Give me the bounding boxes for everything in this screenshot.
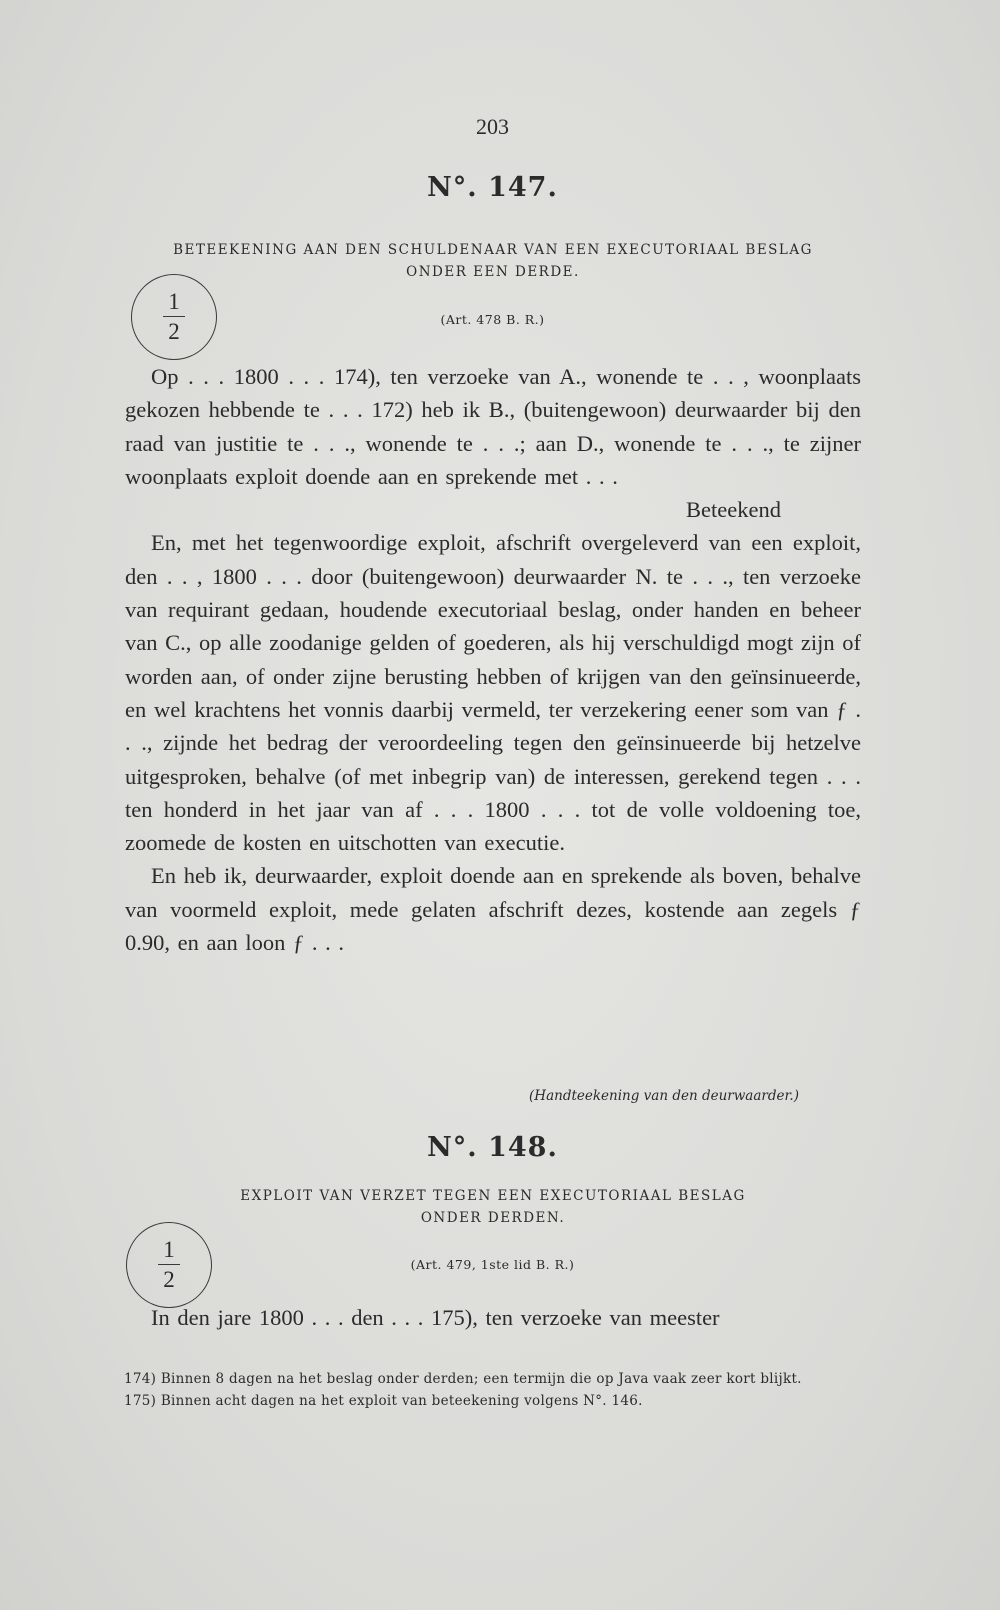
footnotes: [124, 1368, 861, 1412]
section-147-article: (Art. 478 B. R.): [440, 312, 545, 327]
signature-line: (Handteekening van den deurwaarder.): [529, 1088, 799, 1104]
stamp-denominator: 2: [168, 319, 180, 344]
stamp-denominator: 2: [163, 1267, 175, 1292]
section-148-body: [125, 1301, 861, 1334]
footnote-175: 175) Binnen acht dagen na het exploit van beteekening volgens N°. 146.: [124, 1393, 643, 1409]
section-147-title-line1: BETEEKENING AAN DEN SCHULDENAAR VAN EEN EXECUTORIAAL BESLAG: [173, 242, 813, 258]
page-number: 203: [476, 114, 509, 139]
section-148-title: [120, 1185, 866, 1229]
stamp-numerator: 1: [163, 1237, 175, 1262]
section-147-body: [125, 360, 861, 959]
section-147-title: [120, 239, 866, 283]
section-147-paragraph-3: En heb ik, deurwaarder, exploit doende aan en sprekende als boven, behalve van voormeld exploit, mede gelaten afschrift dezes, kostende aan zegels ƒ 0.90, en aan loon ƒ . . .: [125, 863, 861, 956]
section-148-article: (Art. 479, 1ste lid B. R.): [410, 1257, 575, 1272]
section-148-title-line2: ONDER DERDEN.: [420, 1210, 566, 1226]
section-147-title-line2: ONDER EEN DERDE.: [406, 264, 580, 280]
section-147-paragraph-1: Op . . . 1800 . . . 174), ten verzoeke van A., wonende te . . , woonplaats gekozen hebbende te . . . 172) heb ik B., (buitengewoon) deurwaarder bij den raad van justitie te . . ., wonende te . . .; aan D., wonende te . . ., te zijner woonplaats exploit doende aan en sprekende met . . .: [125, 364, 861, 489]
section-147-number: N°. 147.: [427, 172, 558, 203]
section-148-title-line1: EXPLOIT VAN VERZET TEGEN EEN EXECUTORIAAL BESLAG: [240, 1188, 746, 1204]
section-147-beteekend: Beteekend: [686, 497, 781, 523]
footnote-174: 174) Binnen 8 dagen na het beslag onder derden; een termijn die op Java vaak zeer kort blijkt.: [124, 1371, 802, 1387]
section-148-number: N°. 148.: [427, 1132, 558, 1163]
section-148-paragraph-1: In den jare 1800 . . . den . . . 175), ten verzoeke van meester: [151, 1305, 720, 1330]
section-147-paragraph-2: En, met het tegenwoordige exploit, afschrift overgeleverd van een exploit, den . . , 1800 . . . door (buitengewoon) deurwaarder N. te . . ., ten verzoeke van requirant gedaan, houdende executoriaal beslag, onder handen en beheer van C., op alle zoodanige gelden of goederen, als hij verschuldigd mogt zijn of worden aan, of onder zijne berusting hebben of krijgen van den geïnsinueerde, en wel krachtens het vonnis daarbij vermeld, ter verzekering eener som van ƒ . . ., zijnde het bedrag der veroordeeling tegen den geïnsinueerde bij hetzelve uitgesproken, behalve (of met inbegrip van) de interessen, gerekend tegen . . . ten honderd in het jaar van af . . . 1800 . . . tot de volle voldoening toe, zoomede de kosten en uitschotten van executie.: [125, 530, 861, 856]
stamp-numerator: 1: [168, 289, 180, 314]
